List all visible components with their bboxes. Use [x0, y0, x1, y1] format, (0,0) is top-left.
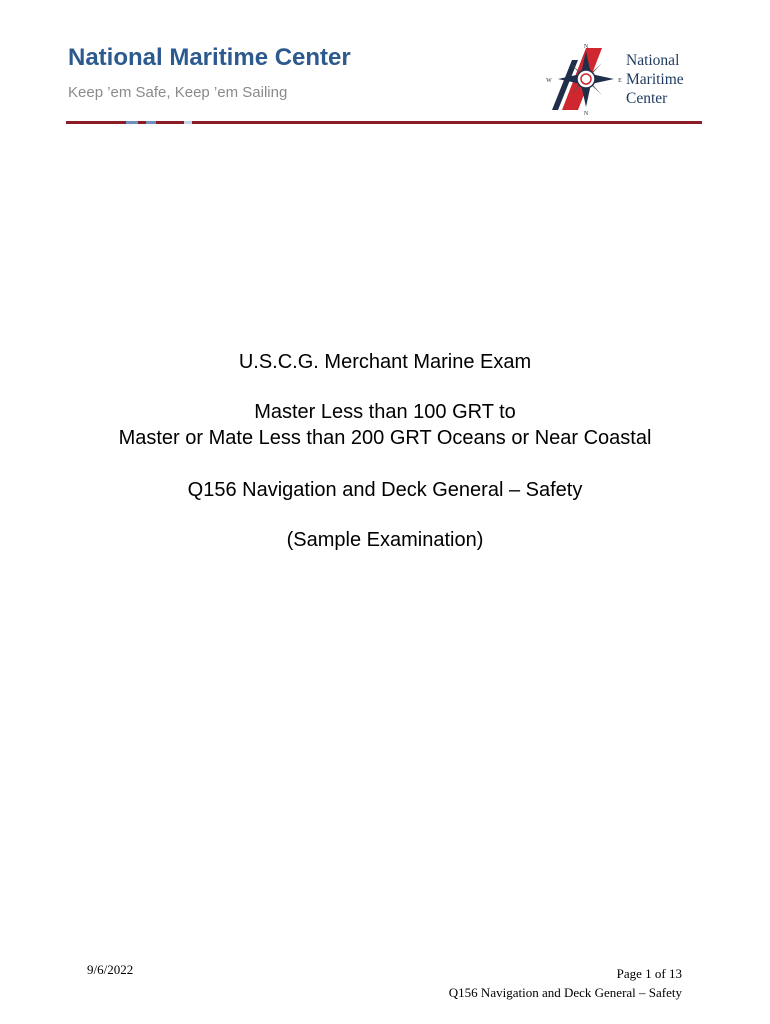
logo-wordmark	[626, 51, 684, 108]
footer-info	[449, 964, 682, 1002]
logo-line-2: Maritime	[626, 71, 684, 88]
sample-note: (Sample Examination)	[286, 529, 484, 551]
logo-line-3: Center	[626, 90, 668, 107]
header-divider-accent	[126, 121, 138, 124]
logo-line-1: National	[626, 52, 680, 69]
header-divider-accent	[146, 121, 156, 124]
license-line-1: Master Less than 100 GRT to	[254, 401, 516, 423]
page-header-tagline: Keep ’em Safe, Keep ’em Sailing	[68, 84, 288, 101]
compass-west-label: W	[546, 78, 552, 84]
footer-module: Q156 Navigation and Deck General – Safety	[448, 985, 682, 1000]
footer-page-number: Page 1 of 13	[616, 966, 682, 981]
compass-east-label: E	[618, 78, 622, 84]
exam-title: U.S.C.G. Merchant Marine Exam	[238, 351, 532, 373]
page-header-title: National Maritime Center	[68, 44, 351, 71]
compass-south-label: N	[583, 111, 589, 116]
footer-date: 9/6/2022	[87, 962, 134, 977]
compass-north-label: N	[583, 44, 589, 50]
header-divider-accent	[184, 121, 192, 124]
compass-rose-icon	[558, 51, 614, 107]
module-title: Q156 Navigation and Deck General – Safety	[187, 479, 583, 501]
header-divider	[66, 121, 702, 124]
license-line-2: Master or Mate Less than 200 GRT Oceans or Near Coastal	[118, 427, 652, 449]
